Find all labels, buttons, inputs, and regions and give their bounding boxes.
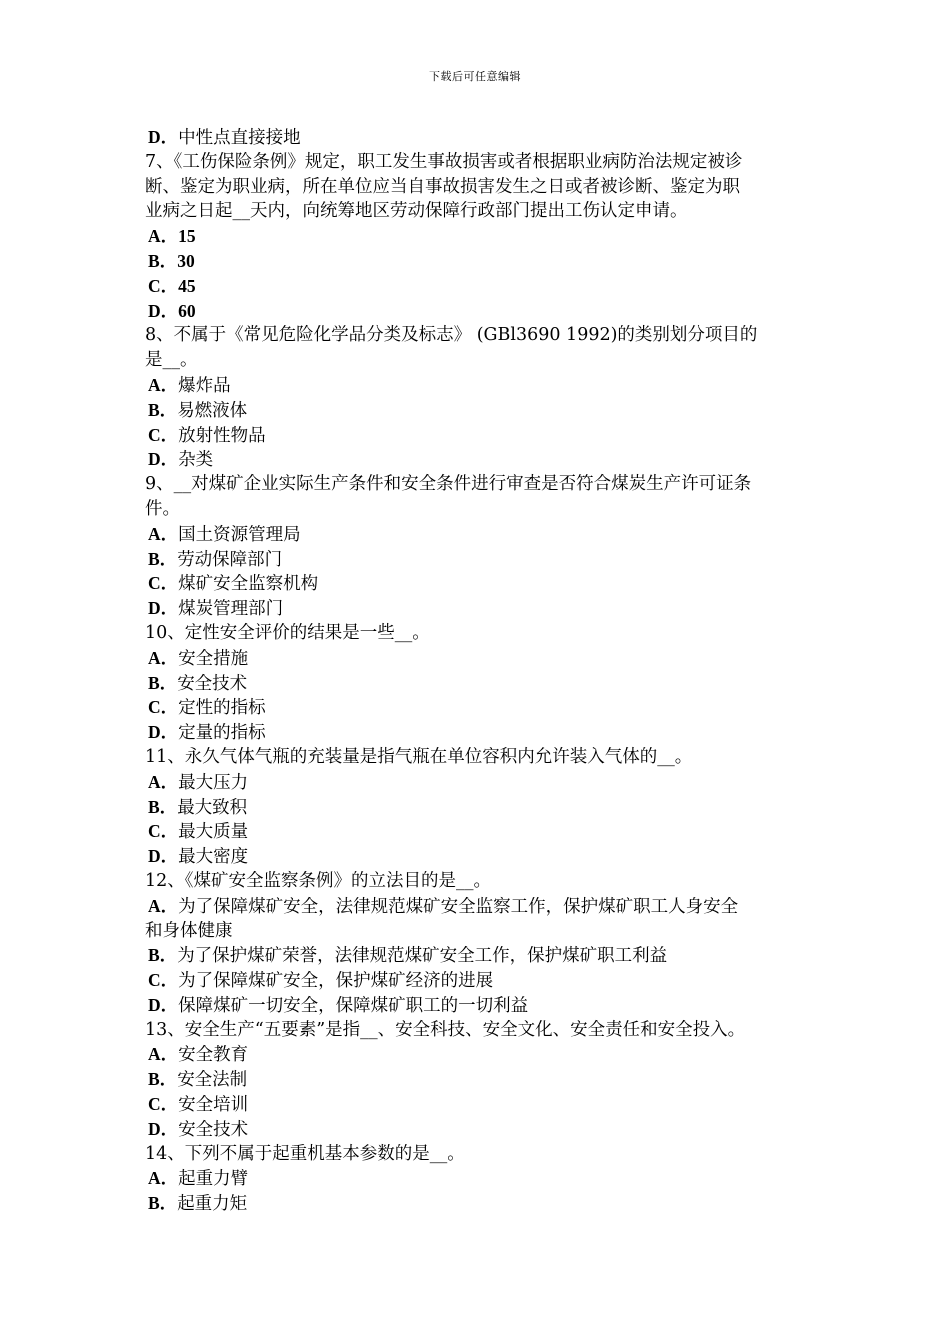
option-letter: B． <box>148 250 178 271</box>
answer-option <box>145 819 810 844</box>
option-text: 最大质量 <box>178 822 249 843</box>
option-text: 最大压力 <box>178 772 249 793</box>
option-text: 安全技术 <box>178 1119 249 1140</box>
answer-option <box>145 423 810 448</box>
option-letter: B． <box>148 399 178 420</box>
answer-option <box>145 373 810 398</box>
answer-option <box>145 522 810 547</box>
question-text: 业病之日起__天内，向统筹地区劳动保障行政部门提出工伤认定申请。 <box>145 201 688 222</box>
option-text: 为了保护煤矿荣誉，法律规范煤矿安全工作，保护煤矿职工利益 <box>177 946 668 967</box>
option-text: 15 <box>178 226 196 247</box>
option-letter: B． <box>148 1069 178 1090</box>
option-text: 起重力臂 <box>178 1169 249 1190</box>
option-letter: B． <box>148 548 178 569</box>
answer-option <box>145 1042 810 1067</box>
question-text-line <box>145 323 810 348</box>
question-text: 7、《工伤保险条例》规定，职工发生事故损害或者根据职业病防治法规定被诊 <box>145 151 743 172</box>
option-text: 安全技术 <box>177 673 248 694</box>
question-text: 件。 <box>145 498 180 519</box>
question-text: 11、永久气体气瓶的充装量是指气瓶在单位容积内允许装入气体的__。 <box>145 746 693 767</box>
answer-option <box>145 943 810 968</box>
question-text: 8、不属于《常见危险化学品分类及标志》 (GBl3690 1992)的类别划分项目的 <box>145 325 758 346</box>
option-text: 45 <box>178 275 196 296</box>
question-text: 9、__对煤矿企业实际生产条件和安全条件进行审查是否符合煤炭生产许可证条 <box>145 474 752 495</box>
answer-option <box>145 547 810 572</box>
question-text-line <box>145 1018 810 1043</box>
question-text-line <box>145 497 810 522</box>
option-letter: B． <box>148 1193 178 1214</box>
option-letter: A． <box>148 226 179 247</box>
option-letter: D． <box>148 722 179 743</box>
option-text: 劳动保障部门 <box>177 549 283 570</box>
option-letter: B． <box>148 796 178 817</box>
question-text-line <box>145 919 810 944</box>
option-letter: D． <box>148 127 179 147</box>
option-letter: C． <box>148 573 179 594</box>
option-letter: C． <box>148 970 179 991</box>
option-text: 爆炸品 <box>178 375 231 396</box>
question-text: 是__。 <box>145 350 198 371</box>
answer-option <box>145 596 810 621</box>
answer-option <box>145 646 810 671</box>
option-text: 起重力矩 <box>177 1194 248 1215</box>
answer-option <box>145 249 810 274</box>
question-text-line <box>145 150 810 175</box>
answer-option <box>145 224 810 249</box>
option-text: 30 <box>177 250 195 271</box>
option-text: 安全法制 <box>177 1070 248 1091</box>
answer-option <box>145 844 810 869</box>
option-letter: D． <box>148 994 179 1015</box>
question-text: 10、定性安全评价的结果是一些__。 <box>145 622 430 643</box>
answer-option <box>145 770 810 795</box>
option-text: 定性的指标 <box>178 698 266 719</box>
answer-option <box>145 398 810 423</box>
document-body <box>145 125 810 1216</box>
option-text: 60 <box>178 300 196 321</box>
option-text: 杂类 <box>178 450 214 471</box>
answer-option <box>145 1092 810 1117</box>
option-letter: D． <box>148 598 179 619</box>
option-letter: D． <box>148 846 179 867</box>
answer-option <box>145 695 810 720</box>
option-text: 最大致积 <box>177 797 248 818</box>
question-text-line <box>145 869 810 894</box>
answer-option <box>145 671 810 696</box>
option-text: 中性点直接接地 <box>178 128 301 148</box>
question-text-line <box>145 199 810 224</box>
option-letter: A． <box>148 523 179 544</box>
question-text-line <box>145 1142 810 1167</box>
answer-option <box>145 1067 810 1092</box>
question-text: 断、鉴定为职业病，所在单位应当自事故损害发生之日或者被诊断、鉴定为职 <box>145 176 740 197</box>
option-letter: C． <box>148 275 179 296</box>
option-letter: B． <box>148 945 178 966</box>
question-text-line <box>145 348 810 373</box>
question-text: 和身体健康 <box>145 920 233 941</box>
option-letter: A． <box>148 647 179 668</box>
option-letter: C． <box>148 424 179 445</box>
option-text: 国土资源管理局 <box>178 524 301 545</box>
answer-option <box>145 571 810 596</box>
option-letter: C． <box>148 821 179 842</box>
option-text: 最大密度 <box>178 847 249 868</box>
option-letter: A． <box>148 374 179 395</box>
option-text: 易燃液体 <box>177 400 248 421</box>
question-text: 13、安全生产“五要素”是指__、安全科技、安全文化、安全责任和安全投入。 <box>145 1019 746 1040</box>
answer-option <box>145 795 810 820</box>
answer-option <box>145 993 810 1018</box>
answer-option <box>145 894 810 919</box>
answer-option <box>145 125 810 150</box>
option-text: 安全培训 <box>178 1095 249 1116</box>
answer-option <box>145 1191 810 1216</box>
option-text: 安全措施 <box>178 648 249 669</box>
option-letter: D． <box>148 1118 179 1139</box>
option-text: 安全教育 <box>178 1045 249 1066</box>
question-text-line <box>145 472 810 497</box>
option-text: 煤炭管理部门 <box>178 599 284 620</box>
page-header: 下载后可任意编辑 <box>429 70 521 83</box>
question-text-line <box>145 175 810 200</box>
option-letter: D． <box>148 449 179 470</box>
option-text: 保障煤矿一切安全，保障煤矿职工的一切利益 <box>178 995 529 1016</box>
question-text: 12、《煤矿安全监察条例》的立法目的是__。 <box>145 870 492 891</box>
option-letter: D． <box>148 300 179 321</box>
option-letter: A． <box>148 1168 179 1189</box>
option-text: 定量的指标 <box>178 723 266 744</box>
answer-option <box>145 299 810 324</box>
answer-option <box>145 720 810 745</box>
question-text-line <box>145 745 810 770</box>
option-letter: C． <box>148 1094 179 1115</box>
answer-option <box>145 447 810 472</box>
option-letter: A． <box>148 1044 179 1065</box>
option-text: 放射性物品 <box>178 425 266 446</box>
question-text-line <box>145 621 810 646</box>
option-text: 为了保障煤矿安全，保护煤矿经济的进展 <box>178 971 494 992</box>
option-letter: C． <box>148 697 179 718</box>
answer-option <box>145 1166 810 1191</box>
answer-option <box>145 1117 810 1142</box>
answer-option <box>145 274 810 299</box>
option-letter: A． <box>148 771 179 792</box>
option-text: 煤矿安全监察机构 <box>178 574 319 595</box>
question-text: 14、下列不属于起重机基本参数的是__。 <box>145 1143 465 1164</box>
option-letter: B． <box>148 672 178 693</box>
option-letter: A． <box>148 895 179 916</box>
answer-option <box>145 968 810 993</box>
option-text: 为了保障煤矿安全，法律规范煤矿安全监察工作，保护煤矿职工人身安全 <box>178 896 739 917</box>
